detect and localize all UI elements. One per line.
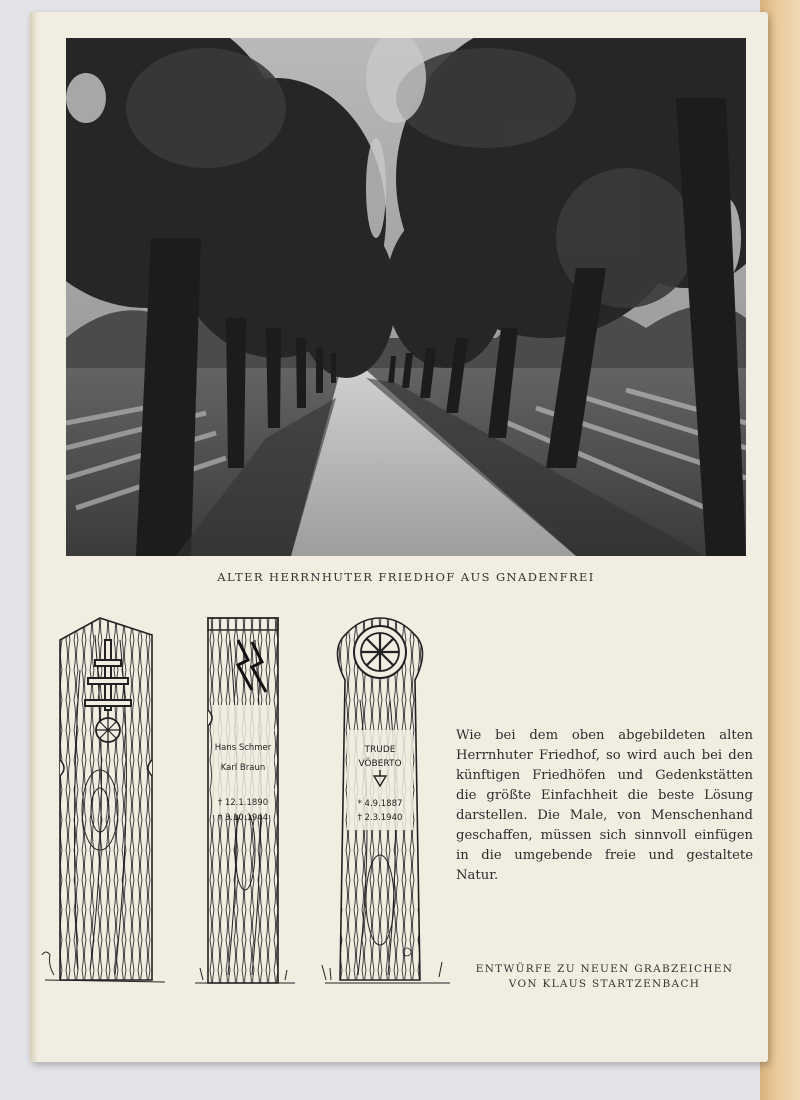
photo-caption: ALTER HERRNHUTER FRIEDHOF AUS GNADENFREI [217, 570, 595, 584]
marker-two-name-1: Hans Schmer [214, 743, 272, 753]
grave-marker-three [322, 618, 450, 983]
credit-line-1: ENTWÜRFE ZU NEUEN GRABZEICHEN [475, 963, 734, 975]
grave-marker-drawings [40, 610, 460, 995]
marker-two-date-birth: † 12.1.1890 [217, 798, 269, 808]
credit-line-2: VON KLAUS STARTZENBACH [508, 978, 701, 990]
page-spine-shadow [30, 12, 38, 1062]
grave-marker-one [42, 618, 165, 982]
grave-marker-illustration [40, 610, 460, 995]
body-paragraph: Wie bei dem oben abgebildeten alten Herrnhuter Friedhof, so wird auch bei den künftigen Friedhöfen und Gedenkstätten die größte Einfachheit die beste Lösung darstellen. Die Male, von Menschenhand geschaffen, müssen sich sinnvoll einfügen in die umgebende freie und gestaltete Natur. [456, 728, 753, 884]
cemetery-photo [66, 38, 746, 556]
drawings-credit [456, 962, 753, 992]
marker-three-date-death: † 2.3.1940 [357, 813, 403, 823]
marker-three-name-1: TRUDE [364, 745, 396, 755]
cemetery-photo-illustration [66, 38, 746, 556]
grave-marker-two [195, 618, 295, 983]
marker-three-name-2: VÖBERTO [358, 759, 402, 769]
marker-three-date-birth: * 4.9.1887 [357, 799, 403, 809]
marker-two-name-2: Karl Braun [220, 763, 266, 773]
marker-two-date-death: † 3.10.1944 [217, 813, 269, 823]
